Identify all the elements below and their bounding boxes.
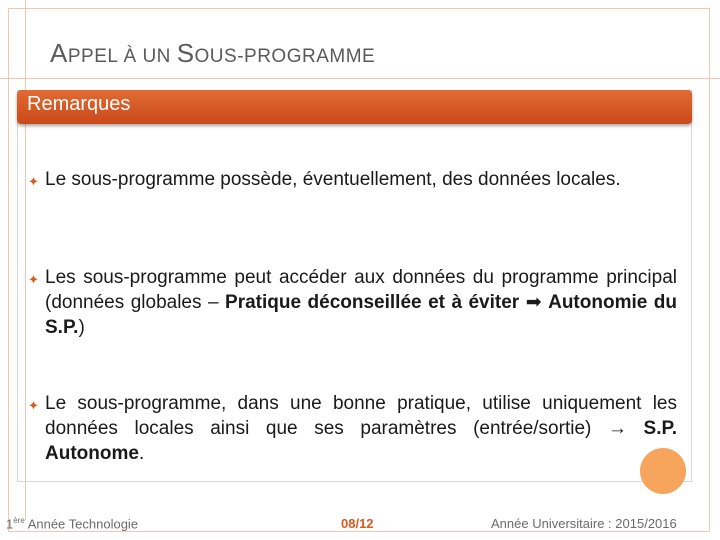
arrow-right-icon: ➡ [525, 292, 542, 313]
point-2-bold-b: Autonomie du S.P. [45, 292, 677, 338]
bullet-icon: ✦ [28, 398, 39, 413]
page-number: 08/12 [341, 516, 374, 531]
footer-left-num: 1 [6, 516, 14, 532]
decorative-circle [640, 448, 686, 494]
point-2-text-end: ) [78, 317, 85, 338]
point-1 [45, 167, 677, 192]
section-header [17, 90, 692, 124]
footer-left [6, 516, 138, 531]
point-2-text: Les sous-programme peut accéder aux données du programme principal (données globales – [45, 267, 677, 313]
title-cap-2: S [176, 38, 195, 68]
point-2-bold-a: Pratique déconseillée et à éviter [225, 292, 520, 313]
title-cap-1: A [50, 38, 68, 68]
point-1-text: Le sous-programme possède, éventuellement, des données locales. [45, 169, 621, 190]
title-rest-1: PPEL À UN [67, 46, 177, 67]
point-3 [45, 391, 677, 466]
footer-left-sup: ère [13, 516, 25, 525]
point-2 [45, 265, 677, 340]
point-3-text-end: . [138, 443, 145, 464]
slide-title [50, 38, 375, 69]
footer-right: Année Universitaire : 2015/2016 [491, 516, 677, 531]
footer-left-text: Année Technologie [24, 516, 139, 532]
bullet-icon: ✦ [28, 174, 39, 189]
title-rest-2: OUS-PROGRAMME [194, 46, 376, 67]
section-header-label: Remarques [27, 93, 131, 115]
bullet-icon: ✦ [28, 272, 39, 287]
point-3-text: Le sous-programme, dans une bonne pratique, utilise uniquement les données locales ainsi que ses paramètres (entrée/sortie) [45, 393, 677, 439]
arrow-right-icon: → [607, 418, 627, 439]
decorative-horizontal-line [0, 78, 720, 79]
point-3-bold: S.P. Autonome [45, 418, 678, 464]
